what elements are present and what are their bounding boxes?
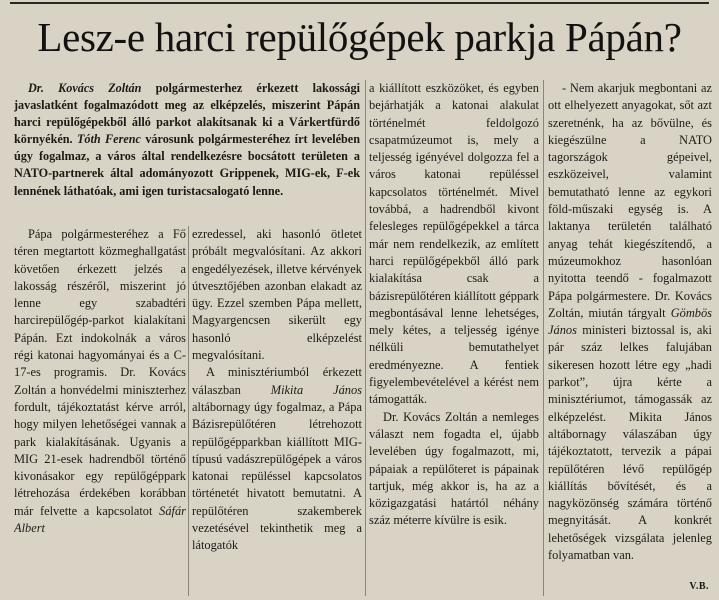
lead-paragraph [14,80,360,218]
column2-author: Mikita János [270,382,362,397]
column1-paragraph-1 [14,226,186,537]
column1-text: Pápa polgármesteréhez a Fő téren megtartott közmeghallgatást követően érkezett jelzés a lakosság részéről, miszerint jó lenne egy szabadtéri harcirepülőgép-parkot kialakítani Pápán. Ezt indokolnák a város régi katonai hagyományai és a C-17-es programis. Dr. Kovács Zoltán a honvédelmi miniszterhez fordult, tájékoztatást kérve arról, hogy milyen lehetőségei vannak a park kialakításának. Ugyanis a MIG 21-esek hadrendből történő kivonásakor egy repülőgéppark létrehozása érdekében korábban már felvette a kapcsolatot [14,227,186,518]
author-signature: V.B. [689,581,709,592]
column1-author: Sáfár Albert [14,503,186,536]
column-divider-3 [543,80,544,596]
column2-text-a: A minisztériumból érkezett válaszban [192,365,362,397]
article-column-2 [192,226,362,596]
column2-text-b: altábornagy úgy fogalmaz, a Pápa Bázisrepülőtéren létrehozott repülőgépparkban kiállított MIG-típusú vadászrepülőgépek a város katonai repüléssel kapcsolatos történetét hivatott bemutatni. A repülőtéren szakemberek vezetésével tekinthetik meg a látogatók [192,399,362,553]
column3-paragraph-1: a kiállított eszközöket, és egyben bejárhatják a katonai alakulat történelmét feldolgozó csapatmúzeumot is, mely a teljesség igényével dolgozza fel a város katonai repüléssel kapcsolatos történelmét. Mivel továbbá, a hadrendből kivont felesleges repülőgépekkel a tárca már nem rendelkezik, az említett harci repülőgépekből álló park kialakítása csak a bázisrepülőtéren kiállított géppark megbontásával lenne lehetséges, mely kétes, a teljesség igénye nélküli bemutathelyet eredményezne. A fentiek figyelembevételével a kérést nem támogatták. [369,81,539,407]
lead-text-2: városunk polgármesteréhez írt levelében úgy fogalmaz, a város által rendelkezésre bocsátott területen a NATO-partnerek által adományozott Grippenek, MIG-ek, F-ek lennének láthatóak, ami igen turistacsalogató lenne. [14,132,360,198]
column3-paragraph-2: Dr. Kovács Zoltán a nemleges választ nem fogadta el, újabb levelében úgy fogalmazott, mi, pápaiak a repülőteret is pápainak tartjuk, még akkor is, ha az a közigazgatási határtól néhány száz méterre kívülre is esik. [369,409,539,528]
column-divider-2 [365,80,366,596]
headline: Lesz-e harci repülőgépek parkja Pápán? [37,14,682,60]
column4-text-b: ministeri biztossal is, aki pár száz lelkes falujában sikeresen hozott létre egy „hadi parkot”, újra kérte a minisztériumot, támogassák az elképzelést. Mikita János altábornagy válaszában úgy tájékoztatott, tervezik a pápai repülőtéren lévő repülőgép kiállítás bővítését, és a nagyközönség számára történő megnyitását. A konkrét lehetőségek vizsgálata jelenleg folyamatban van. [548,323,712,563]
column4-text-a: - Nem akarjuk megbontani az ott elhelyezett anyagokat, sőt azt szeretnénk, ha az bővülne, és kiegészülne a NATO tagországok gépeivel, eszközeivel, valamint bemutatható lenne az egykori föld-műszaki egység is. A laktanya területén található anyag tehát kiegészítendő, a múzeumokhoz hasonlóan nyitotta teendő - fogalmazott Pápa polgármestere. Dr. Kovács Zoltán, miután tárgyalt [548,81,712,320]
column2-paragraph-2 [192,364,362,554]
lead-author-2: Tóth Ferenc [76,132,141,147]
article-column-1 [14,226,186,596]
column-divider-1 [188,226,189,596]
top-rule [10,2,709,4]
column2-paragraph-1: ezredessel, aki hasonló ötletet próbált megvalósítani. Az akkori engedélyezések, illetve kérvények útvesztőjében azonban elakadt az ügy. Ezzel szemben Pápa mellett, Magyargencsen sikerült egy hasonló elképzelést megvalósítani. [192,227,362,363]
article-column-3 [369,80,539,596]
column4-paragraph-1 [548,80,712,564]
lead-text-1: polgármesterhez érkezett lakossági javaslatként fogalmazódott meg az elképzelés, miszerint Pápán harci repülőgépekből álló parkot alakítsanak ki a Várkertfürdő környékén. [14,81,360,147]
lead-author-1: Dr. Kovács Zoltán [28,81,142,95]
article-column-4 [548,80,712,596]
column4-author: Gömbös János [548,305,712,338]
